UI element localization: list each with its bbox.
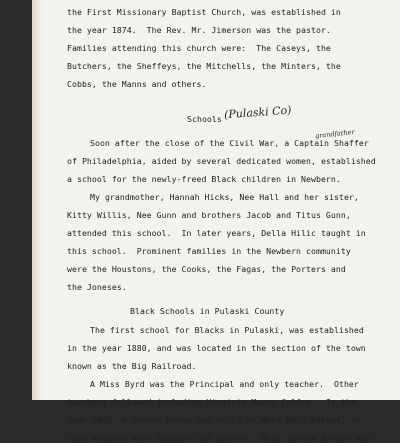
text-line-7: of Philadelphia, aided by several dedicated women, established xyxy=(67,156,376,166)
handwritten-heading-note: (Pulaski Co) xyxy=(223,103,292,122)
text-line-10: Kitty Willis, Nee Gunn and brothers Jacob and Titus Gunn, xyxy=(67,210,351,220)
text-line-21: land donated by a Captain Lee Calfee. Miss Jennie Barber was xyxy=(67,433,371,443)
text-line-3: Families attending this church were: The Caseys, the xyxy=(67,43,331,53)
text-line-1: the First Missionary Baptist Church, was established in xyxy=(67,7,341,17)
text-line-18: A Miss Byrd was the Principal and only teacher. Other xyxy=(90,379,359,389)
text-line-4: Butchers, the Sheffeys, the Mitchells, the Minters, the xyxy=(67,61,341,71)
text-line-16: in the year 1880, and was located in the section of the town xyxy=(67,343,366,353)
text-line-19: teachers followed including Virginia Manns Calfee. In the xyxy=(67,397,356,407)
text-line-8: a school for the newly-freed Black children in Newbern. xyxy=(67,174,341,184)
text-line-11: attended this school. In later years, Della Hilic taught in xyxy=(67,228,366,238)
text-line-12: this school. Prominent families in the Newbern community xyxy=(67,246,351,256)
text-line-20: year 1903, a school house was built on West Main Street, on xyxy=(67,415,361,425)
text-line-15: The first school for Blacks in Pulaski, was established xyxy=(90,325,364,335)
text-line-5: Cobbs, the Manns and others. xyxy=(67,79,207,89)
section-heading-schools: Schools xyxy=(187,114,222,124)
text-line-13: were the Houstons, the Cooks, the Fagas, the Porters and xyxy=(67,264,346,274)
text-line-9: My grandmother, Hannah Hicks, Nee Hall and her sister, xyxy=(90,192,359,202)
text-line-6: Soon after the close of the Civil War, a Captain Shaffer xyxy=(90,138,369,148)
text-line-2: the year 1874. The Rev. Mr. Jimerson was the pastor. xyxy=(67,25,331,35)
page-margin-shadow xyxy=(32,0,42,400)
section-heading-black-schools: Black Schools in Pulaski County xyxy=(130,306,285,316)
text-line-17: known as the Big Railroad. xyxy=(67,361,197,371)
text-line-14: the Joneses. xyxy=(67,282,127,292)
handwritten-insert-note: grandfather xyxy=(314,127,355,141)
